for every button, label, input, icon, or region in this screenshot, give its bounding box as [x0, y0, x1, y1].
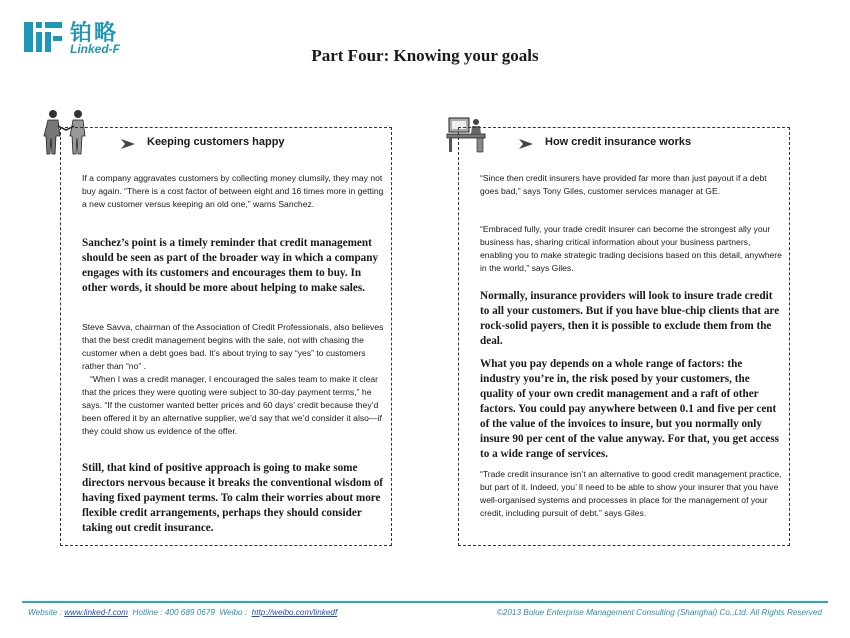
paragraph [82, 172, 384, 211]
website-link[interactable]: www.linked-f.com [64, 608, 128, 617]
panel-heading [519, 136, 691, 148]
paragraph-text: Normally, insurance providers will look to insure trade credit to all your customers. But if you have blue-chip clients that are rock-solid payers, then it is possible to exclude them from the deal. [480, 290, 780, 347]
paragraph [82, 461, 384, 536]
footer-contact [28, 608, 337, 617]
weibo-link[interactable]: http://weibo.com/linkedf [251, 608, 338, 617]
paragraph [480, 357, 782, 462]
panel-keeping-customers [60, 127, 392, 546]
paragraph-text: “Trade credit insurance isn’t an alternative to good credit management practice, but part of it. Indeed, you’ ll need to be able to show your insurer that you have well-organised systems and processes in place for the management of your credit, including pursuit of debt.” says Giles. [480, 469, 782, 518]
panel-credit-insurance [458, 127, 790, 546]
weibo-label: Weibo : [219, 608, 250, 617]
paragraph-text: If a company aggravates customers by collecting money clumsily, they may not buy again. “There is a cost factor of between eight and 16 times more in getting a new customer versus keeping an old one,” warns Sanchez. [82, 173, 384, 209]
website-label: Website : [28, 608, 65, 617]
paragraph-text: Still, that kind of positive approach is going to make some directors nervous because it breaks the conventional wisdom of having fixed payment terms. To calm their worries about more flexible credit arrangements, perhaps they should consider taking out credit insurance. [82, 462, 384, 534]
paragraph [82, 321, 384, 373]
paragraph-text: “Embraced fully, your trade credit insurer can become the strongest ally your business has, sharing critical information about your business partners, enabling you to make strategic trading decisions based on this detail, anywhere in the world,” says Giles. [480, 224, 782, 273]
brand-name-en: Linked-F [70, 42, 120, 56]
hotline-text: Hotline : 400 689 0679 [132, 608, 215, 617]
paragraph [82, 236, 384, 296]
paragraph [480, 172, 782, 198]
paragraph [480, 289, 782, 349]
paragraph [480, 468, 782, 520]
copyright: ©2013 Bolue Enterprise Management Consulting (Shanghai) Co.,Ltd. All Rights Reserved [496, 608, 822, 617]
paragraph [480, 223, 782, 275]
paragraph-text: Sanchez’s point is a timely reminder that credit management should be seen as part of the broader way in which a company engages with its customers and encourages them to buy. In other words, it should be more about helping to make sales. [82, 237, 379, 294]
paragraph-text: Steve Savva, chairman of the Association of Credit Professionals, also believes that the best credit management begins with the sale, not with chasing the customer when a debt goes bad. It’s about trying to say “yes” to customers rather than “no” . [82, 322, 384, 371]
footer-divider [22, 601, 828, 603]
panel-heading-text: How credit insurance works [545, 136, 692, 148]
paragraph-text: What you pay depends on a whole range of factors: the industry you’re in, the risk posed by your customers, the quality of your own credit management and a raft of other factors. You could pay anywhere between 0.1 and five per cent of the value of the invoices to insure, but you normally only insure 90 per cent of the value anyway. For that, you get access to a wide range of services. [480, 358, 779, 460]
panel-heading-text: Keeping customers happy [147, 136, 285, 148]
panel-heading [121, 136, 285, 148]
paragraph-text: “Since then credit insurers have provided far more than just payout if a debt goes bad,” says Tony Giles, customer services manager at GE. [480, 173, 767, 196]
page-title: Part Four: Knowing your goals [311, 46, 539, 65]
paragraph-text: “When I was a credit manager, I encouraged the sales team to make it clear that the prices they were quoting were subject to 30-day payment terms,” he says. “If the customer wanted better prices and 60 days’ credit because they’d been offered it by an alternative supplier, we’d say that we’d consider it also—if they could show us evidence of the offer. [82, 374, 382, 436]
brand-name-cn: 铂略 [70, 21, 119, 46]
paragraph [82, 373, 384, 438]
